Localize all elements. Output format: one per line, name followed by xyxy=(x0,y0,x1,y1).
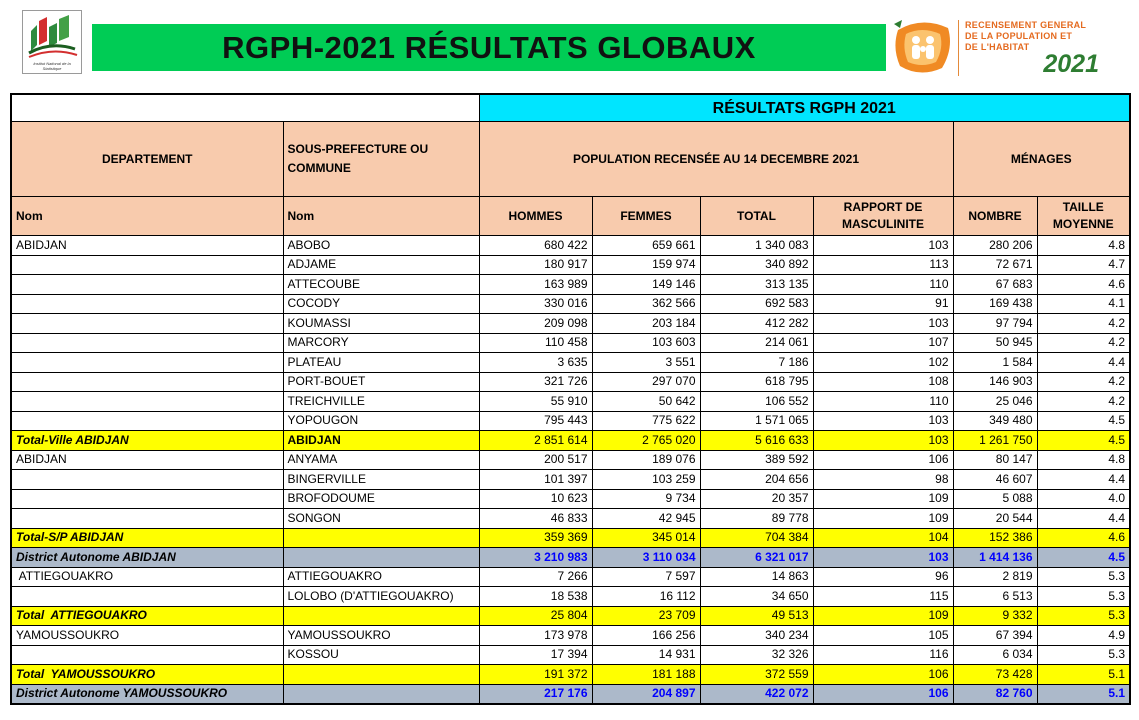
cell-commune: ATTIEGOUAKRO xyxy=(283,567,479,587)
cell-nombre: 73 428 xyxy=(953,665,1037,685)
ins-logo xyxy=(22,10,82,74)
cell-hommes: 191 372 xyxy=(479,665,592,685)
cell-taille: 5.1 xyxy=(1037,665,1130,685)
cell-femmes: 189 076 xyxy=(592,450,700,470)
cell-departement: District Autonome ABIDJAN xyxy=(11,548,283,568)
cell-rapport: 103 xyxy=(813,548,953,568)
cell-hommes: 173 978 xyxy=(479,626,592,646)
cell-femmes: 181 188 xyxy=(592,665,700,685)
cell-departement: District Autonome YAMOUSSOUKRO xyxy=(11,684,283,704)
cell-departement xyxy=(11,470,283,490)
subheader-taille: TAILLE MOYENNE xyxy=(1037,197,1130,236)
cell-total: 204 656 xyxy=(700,470,813,490)
cell-commune: COCODY xyxy=(283,294,479,314)
rgph-logo-line1: RECENSEMENT GENERAL xyxy=(965,20,1087,30)
table-row xyxy=(11,470,1130,490)
cell-nombre: 67 394 xyxy=(953,626,1037,646)
cell-nombre: 82 760 xyxy=(953,684,1037,704)
cell-rapport: 109 xyxy=(813,489,953,509)
cell-hommes: 18 538 xyxy=(479,587,592,607)
cell-commune: KOSSOU xyxy=(283,645,479,665)
cell-departement xyxy=(11,294,283,314)
table-row xyxy=(11,353,1130,373)
cell-commune: ABOBO xyxy=(283,236,479,256)
cell-total: 412 282 xyxy=(700,314,813,334)
cell-total: 49 513 xyxy=(700,606,813,626)
cell-departement xyxy=(11,587,283,607)
cell-total: 6 321 017 xyxy=(700,548,813,568)
cell-femmes: 23 709 xyxy=(592,606,700,626)
rgph-logo-text xyxy=(958,20,1105,76)
cell-taille: 5.3 xyxy=(1037,567,1130,587)
cell-nombre: 20 544 xyxy=(953,509,1037,529)
cell-commune: PORT-BOUET xyxy=(283,372,479,392)
ins-logo-caption: Institut National de la Statistique xyxy=(33,61,71,71)
cell-taille: 5.3 xyxy=(1037,606,1130,626)
cell-rapport: 110 xyxy=(813,392,953,412)
cell-taille: 4.4 xyxy=(1037,353,1130,373)
table-row xyxy=(11,489,1130,509)
cell-rapport: 105 xyxy=(813,626,953,646)
cell-rapport: 106 xyxy=(813,665,953,685)
cell-taille: 4.8 xyxy=(1037,236,1130,256)
cell-nombre: 9 332 xyxy=(953,606,1037,626)
cell-nombre: 1 584 xyxy=(953,353,1037,373)
table-row xyxy=(11,684,1130,704)
cell-total: 32 326 xyxy=(700,645,813,665)
cell-rapport: 106 xyxy=(813,684,953,704)
cell-nombre: 349 480 xyxy=(953,411,1037,431)
table-row xyxy=(11,372,1130,392)
cell-total: 106 552 xyxy=(700,392,813,412)
cell-femmes: 42 945 xyxy=(592,509,700,529)
cell-nombre: 2 819 xyxy=(953,567,1037,587)
cell-femmes: 159 974 xyxy=(592,255,700,275)
table-row xyxy=(11,567,1130,587)
col-header-sous-prefecture: SOUS-PREFECTURE OU COMMUNE xyxy=(283,122,479,197)
cell-rapport: 115 xyxy=(813,587,953,607)
cell-total: 20 357 xyxy=(700,489,813,509)
cell-nombre: 80 147 xyxy=(953,450,1037,470)
cell-femmes: 345 014 xyxy=(592,528,700,548)
cell-hommes: 110 458 xyxy=(479,333,592,353)
table-row xyxy=(11,392,1130,412)
cell-rapport: 116 xyxy=(813,645,953,665)
cell-nombre: 46 607 xyxy=(953,470,1037,490)
cell-departement xyxy=(11,411,283,431)
cell-commune: MARCORY xyxy=(283,333,479,353)
cell-taille: 4.6 xyxy=(1037,275,1130,295)
cell-nombre: 280 206 xyxy=(953,236,1037,256)
cell-commune: KOUMASSI xyxy=(283,314,479,334)
subheader-rapport: RAPPORT DE MASCULINITE xyxy=(813,197,953,236)
cell-taille: 4.2 xyxy=(1037,314,1130,334)
cell-commune: YOPOUGON xyxy=(283,411,479,431)
cell-commune: LOLOBO (D'ATTIEGOUAKRO) xyxy=(283,587,479,607)
cell-commune: YAMOUSSOUKRO xyxy=(283,626,479,646)
cell-taille: 4.2 xyxy=(1037,392,1130,412)
cell-commune: BROFODOUME xyxy=(283,489,479,509)
cell-rapport: 96 xyxy=(813,567,953,587)
ins-logo-mark-icon xyxy=(23,11,81,61)
cell-nombre: 67 683 xyxy=(953,275,1037,295)
cell-taille: 4.2 xyxy=(1037,372,1130,392)
table-row xyxy=(11,411,1130,431)
cell-taille: 5.3 xyxy=(1037,645,1130,665)
table-row xyxy=(11,255,1130,275)
cell-femmes: 297 070 xyxy=(592,372,700,392)
cell-femmes: 16 112 xyxy=(592,587,700,607)
cell-rapport: 103 xyxy=(813,411,953,431)
cell-nombre: 6 034 xyxy=(953,645,1037,665)
rgph-family-icon xyxy=(892,16,954,76)
cell-hommes: 359 369 xyxy=(479,528,592,548)
cell-hommes: 101 397 xyxy=(479,470,592,490)
table-row xyxy=(11,236,1130,256)
cell-commune xyxy=(283,528,479,548)
cell-femmes: 659 661 xyxy=(592,236,700,256)
cell-femmes: 149 146 xyxy=(592,275,700,295)
cell-rapport: 104 xyxy=(813,528,953,548)
cell-nombre: 146 903 xyxy=(953,372,1037,392)
cell-departement: ABIDJAN xyxy=(11,450,283,470)
cell-departement xyxy=(11,353,283,373)
cell-total: 5 616 633 xyxy=(700,431,813,451)
cell-departement: Total YAMOUSSOUKRO xyxy=(11,665,283,685)
cell-hommes: 7 266 xyxy=(479,567,592,587)
cell-commune xyxy=(283,684,479,704)
cell-hommes: 321 726 xyxy=(479,372,592,392)
cell-rapport: 109 xyxy=(813,509,953,529)
cell-femmes: 775 622 xyxy=(592,411,700,431)
subheader-femmes: FEMMES xyxy=(592,197,700,236)
cell-total: 214 061 xyxy=(700,333,813,353)
cell-departement: ATTIEGOUAKRO xyxy=(11,567,283,587)
cell-femmes: 7 597 xyxy=(592,567,700,587)
col-header-departement: DEPARTEMENT xyxy=(11,122,283,197)
cell-hommes: 3 210 983 xyxy=(479,548,592,568)
cell-nombre: 72 671 xyxy=(953,255,1037,275)
col-header-menages: MÉNAGES xyxy=(953,122,1130,197)
cell-taille: 4.4 xyxy=(1037,470,1130,490)
cell-taille: 5.1 xyxy=(1037,684,1130,704)
subheader-nom-dept: Nom xyxy=(11,197,283,236)
cell-femmes: 3 551 xyxy=(592,353,700,373)
table-row xyxy=(11,509,1130,529)
cell-rapport: 107 xyxy=(813,333,953,353)
cell-departement xyxy=(11,489,283,509)
table-row xyxy=(11,450,1130,470)
cell-femmes: 362 566 xyxy=(592,294,700,314)
cell-total: 340 234 xyxy=(700,626,813,646)
cell-departement: YAMOUSSOUKRO xyxy=(11,626,283,646)
table-row xyxy=(11,606,1130,626)
cell-total: 372 559 xyxy=(700,665,813,685)
table-row xyxy=(11,333,1130,353)
cell-rapport: 98 xyxy=(813,470,953,490)
cell-hommes: 2 851 614 xyxy=(479,431,592,451)
subheader-nombre: NOMBRE xyxy=(953,197,1037,236)
cell-taille: 4.5 xyxy=(1037,411,1130,431)
cell-commune xyxy=(283,665,479,685)
cell-taille: 4.9 xyxy=(1037,626,1130,646)
cell-commune: BINGERVILLE xyxy=(283,470,479,490)
cell-total: 14 863 xyxy=(700,567,813,587)
cell-taille: 4.5 xyxy=(1037,548,1130,568)
cell-rapport: 106 xyxy=(813,450,953,470)
cell-departement xyxy=(11,645,283,665)
cell-nombre: 6 513 xyxy=(953,587,1037,607)
cell-total: 618 795 xyxy=(700,372,813,392)
cell-hommes: 209 098 xyxy=(479,314,592,334)
cell-taille: 4.8 xyxy=(1037,450,1130,470)
table-row xyxy=(11,665,1130,685)
cell-commune: PLATEAU xyxy=(283,353,479,373)
cell-commune: SONGON xyxy=(283,509,479,529)
page-title: RGPH-2021 RÉSULTATS GLOBAUX xyxy=(222,29,756,65)
blank-corner xyxy=(11,94,479,122)
cell-departement: ABIDJAN xyxy=(11,236,283,256)
cell-commune xyxy=(283,606,479,626)
cell-total: 1 571 065 xyxy=(700,411,813,431)
cell-departement xyxy=(11,275,283,295)
cell-total: 313 135 xyxy=(700,275,813,295)
cell-commune xyxy=(283,548,479,568)
cell-hommes: 330 016 xyxy=(479,294,592,314)
cell-rapport: 108 xyxy=(813,372,953,392)
col-header-population: POPULATION RECENSÉE AU 14 DECEMBRE 2021 xyxy=(479,122,953,197)
cell-departement xyxy=(11,392,283,412)
cell-total: 389 592 xyxy=(700,450,813,470)
cell-departement xyxy=(11,255,283,275)
results-table xyxy=(10,93,1131,705)
cell-total: 7 186 xyxy=(700,353,813,373)
cell-femmes: 103 603 xyxy=(592,333,700,353)
cell-rapport: 103 xyxy=(813,431,953,451)
cell-hommes: 680 422 xyxy=(479,236,592,256)
cell-rapport: 102 xyxy=(813,353,953,373)
subheader-total: TOTAL xyxy=(700,197,813,236)
cell-femmes: 204 897 xyxy=(592,684,700,704)
cell-hommes: 217 176 xyxy=(479,684,592,704)
cell-rapport: 91 xyxy=(813,294,953,314)
cell-departement xyxy=(11,333,283,353)
cell-rapport: 103 xyxy=(813,236,953,256)
subheader-nom-commune: Nom xyxy=(283,197,479,236)
cell-total: 692 583 xyxy=(700,294,813,314)
cell-total: 704 384 xyxy=(700,528,813,548)
cell-commune: ADJAME xyxy=(283,255,479,275)
table-row xyxy=(11,314,1130,334)
cell-departement xyxy=(11,509,283,529)
cell-taille: 4.5 xyxy=(1037,431,1130,451)
cell-hommes: 200 517 xyxy=(479,450,592,470)
cell-hommes: 17 394 xyxy=(479,645,592,665)
cell-total: 89 778 xyxy=(700,509,813,529)
cell-departement: Total-S/P ABIDJAN xyxy=(11,528,283,548)
cell-hommes: 25 804 xyxy=(479,606,592,626)
cell-nombre: 152 386 xyxy=(953,528,1037,548)
cell-nombre: 97 794 xyxy=(953,314,1037,334)
table-top-header: RÉSULTATS RGPH 2021 xyxy=(479,94,1130,122)
cell-hommes: 163 989 xyxy=(479,275,592,295)
cell-rapport: 110 xyxy=(813,275,953,295)
table-row xyxy=(11,431,1130,451)
cell-total: 1 340 083 xyxy=(700,236,813,256)
cell-femmes: 103 259 xyxy=(592,470,700,490)
cell-departement xyxy=(11,314,283,334)
table-row xyxy=(11,294,1130,314)
cell-nombre: 25 046 xyxy=(953,392,1037,412)
cell-femmes: 2 765 020 xyxy=(592,431,700,451)
cell-taille: 4.1 xyxy=(1037,294,1130,314)
cell-hommes: 3 635 xyxy=(479,353,592,373)
cell-hommes: 180 917 xyxy=(479,255,592,275)
cell-taille: 4.7 xyxy=(1037,255,1130,275)
rgph-logo-year: 2021 xyxy=(1043,50,1099,78)
cell-hommes: 55 910 xyxy=(479,392,592,412)
cell-rapport: 109 xyxy=(813,606,953,626)
subheader-hommes: HOMMES xyxy=(479,197,592,236)
cell-taille: 5.3 xyxy=(1037,587,1130,607)
cell-femmes: 50 642 xyxy=(592,392,700,412)
cell-femmes: 203 184 xyxy=(592,314,700,334)
cell-femmes: 166 256 xyxy=(592,626,700,646)
cell-rapport: 103 xyxy=(813,314,953,334)
cell-taille: 4.2 xyxy=(1037,333,1130,353)
cell-taille: 4.0 xyxy=(1037,489,1130,509)
cell-hommes: 46 833 xyxy=(479,509,592,529)
cell-taille: 4.6 xyxy=(1037,528,1130,548)
table-row xyxy=(11,587,1130,607)
table-row xyxy=(11,528,1130,548)
cell-nombre: 1 414 136 xyxy=(953,548,1037,568)
rgph-logo-line2: DE LA POPULATION ET xyxy=(965,31,1073,41)
cell-departement: Total-Ville ABIDJAN xyxy=(11,431,283,451)
cell-departement: Total ATTIEGOUAKRO xyxy=(11,606,283,626)
cell-nombre: 1 261 750 xyxy=(953,431,1037,451)
rgph-logo-line3: DE L'HABITAT xyxy=(965,42,1030,52)
cell-commune: ANYAMA xyxy=(283,450,479,470)
cell-commune: ABIDJAN xyxy=(283,431,479,451)
cell-rapport: 113 xyxy=(813,255,953,275)
cell-nombre: 5 088 xyxy=(953,489,1037,509)
cell-total: 422 072 xyxy=(700,684,813,704)
table-row xyxy=(11,275,1130,295)
title-banner xyxy=(92,24,886,71)
cell-hommes: 10 623 xyxy=(479,489,592,509)
cell-nombre: 169 438 xyxy=(953,294,1037,314)
table-row xyxy=(11,626,1130,646)
cell-femmes: 3 110 034 xyxy=(592,548,700,568)
cell-femmes: 9 734 xyxy=(592,489,700,509)
table-row xyxy=(11,548,1130,568)
cell-total: 34 650 xyxy=(700,587,813,607)
cell-hommes: 795 443 xyxy=(479,411,592,431)
cell-commune: ATTECOUBE xyxy=(283,275,479,295)
table-row xyxy=(11,645,1130,665)
cell-commune: TREICHVILLE xyxy=(283,392,479,412)
rgph-logo xyxy=(892,16,954,76)
cell-femmes: 14 931 xyxy=(592,645,700,665)
cell-nombre: 50 945 xyxy=(953,333,1037,353)
cell-departement xyxy=(11,372,283,392)
cell-total: 340 892 xyxy=(700,255,813,275)
cell-taille: 4.4 xyxy=(1037,509,1130,529)
